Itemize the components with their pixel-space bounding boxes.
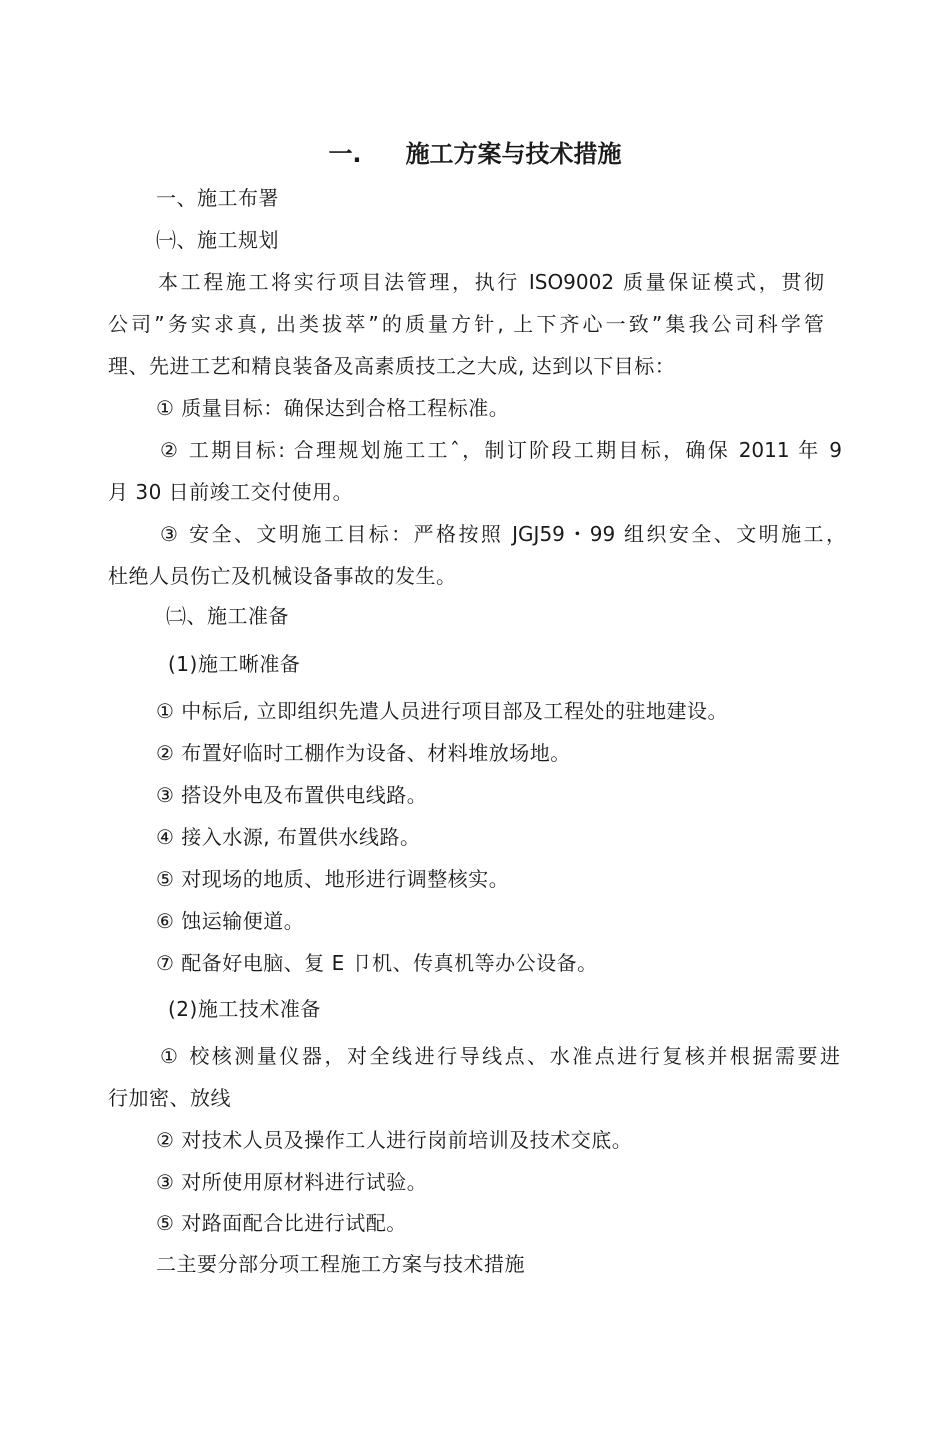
- list-item: ① 校核测量仪器，对全线进行导线点、水准点进行复核并根据需要进: [160, 1044, 840, 1068]
- list-item: ③ 安全、文明施工目标：严格按照 JGJ59・99 组织安全、文明施工，: [160, 522, 846, 546]
- list-item-continuation: 月 30 日前竣工交付使用。: [108, 480, 354, 504]
- title-number: 一.: [328, 140, 362, 168]
- list-item: ① 中标后, 立即组织先遣人员进行项目部及工程处的驻地建设。: [156, 699, 729, 723]
- list-item: ① 质量目标：确保达到合格工程标准。: [156, 396, 510, 420]
- title-text: 施工方案与技术措施: [405, 140, 622, 168]
- list-item: ⑦ 配备好电脑、复 E 卩机、传真机等办公设备。: [156, 951, 598, 975]
- list-item-continuation: 行加密、放线: [108, 1086, 231, 1110]
- list-item: ⑤ 对现场的地质、地形进行调整核实。: [156, 867, 510, 891]
- list-item: ② 对技术人员及操作工人进行岗前培训及技术交底。: [156, 1128, 633, 1152]
- list-item: ⑥ 蚀运输便道。: [156, 909, 305, 933]
- list-item: ④ 接入水源, 布置供水线路。: [156, 825, 421, 849]
- paragraph-line: 本工程施工将实行项目法管理，执行 ISO9002 质量保证模式，贯彻: [158, 270, 824, 294]
- section-heading: 一、施工布署: [156, 186, 279, 210]
- list-item: ② 布置好临时工棚作为设备、材料堆放场地。: [156, 741, 571, 765]
- subsection-heading: ㈠、施工规划: [156, 228, 279, 252]
- list-item: ③ 对所使用原材料进行试验。: [156, 1170, 428, 1194]
- list-item: ⑤ 对路面配合比进行试配。: [156, 1211, 407, 1235]
- subsection-heading: ㈡、施工准备: [166, 604, 289, 628]
- list-item: ② 工期目标: 合理规划施工工ˆ，制订阶段工期目标，确保 2011 年 9: [160, 438, 842, 462]
- list-item: ③ 搭设外电及布置供电线路。: [156, 783, 428, 807]
- sub-heading: (1)施工晰准备: [168, 652, 301, 676]
- paragraph-line: 理、先进工艺和精良装备及高素质技工之大成, 达到以下目标：: [108, 354, 676, 378]
- sub-heading: (2)施工技术准备: [168, 997, 321, 1021]
- page-title: [0, 138, 950, 170]
- paragraph-line: 公司”务实求真, 出类拔萃”的质量方针, 上下齐心一致”集我公司科学管: [108, 312, 824, 336]
- list-item-continuation: 杜绝人员伤亡及机械设备事故的发生。: [108, 564, 457, 588]
- section-heading: 二主要分部分项工程施工方案与技术措施: [156, 1252, 525, 1276]
